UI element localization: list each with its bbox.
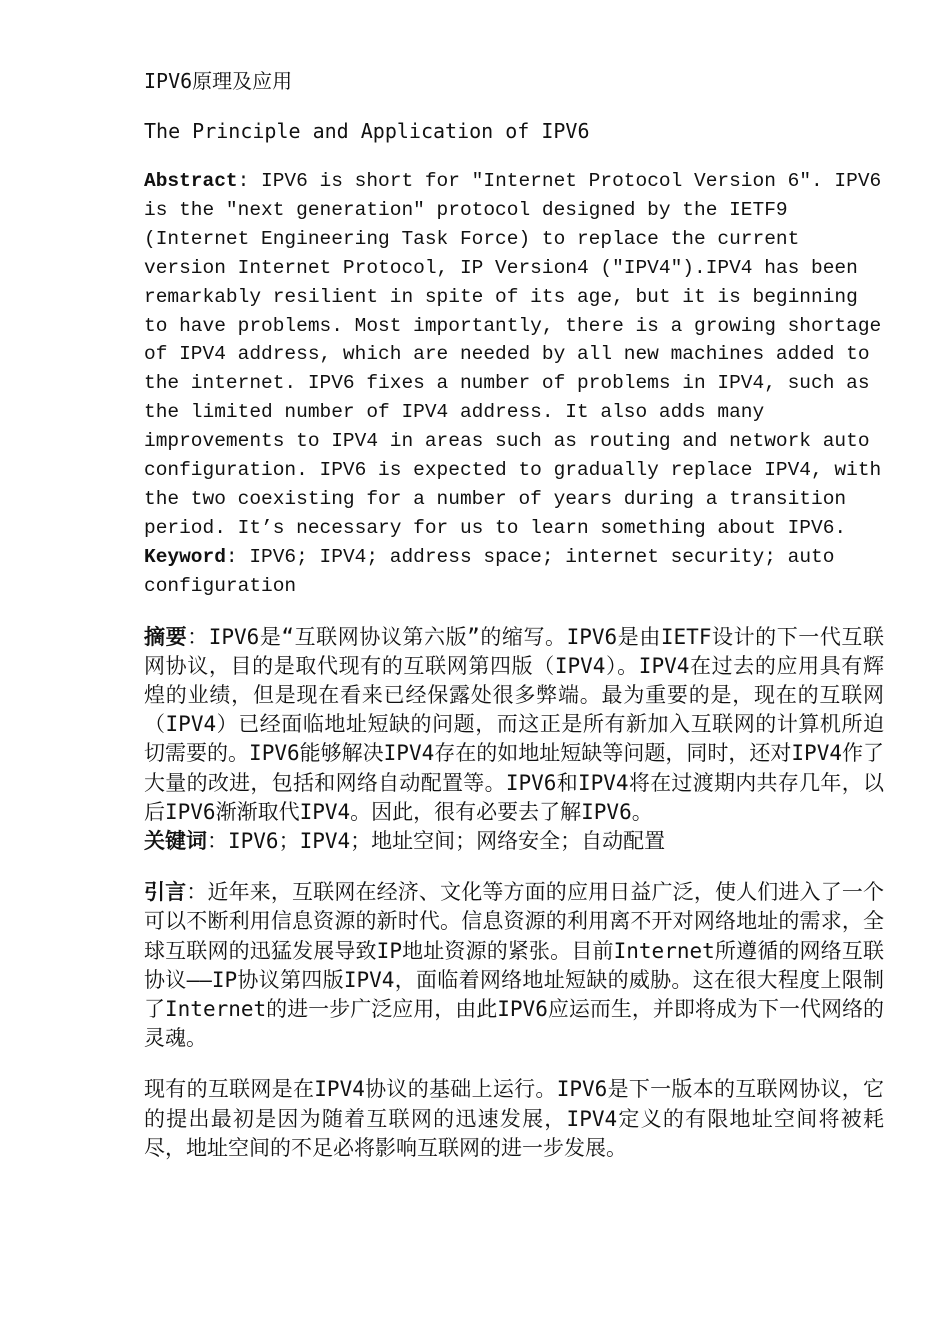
intro-cn-label: 引言 [144, 880, 187, 905]
keywords-english [144, 543, 884, 601]
keyword-cn-label: 关键词 [144, 829, 207, 854]
abstract-text: : IPV6 is short for "Internet Protocol Version 6". IPV6 is the "next generation" protocol designed by the IETF9 (Internet Engineering Task Force) to replace the current version Internet Protocol, IP Version4 ("IPV4").IPV4 has been remarkably resilient in spite of its age, but it is beginning to have problems. Most importantly, there is a growing shortage of IPV4 address, which are needed by all new machines added to the internet. IPV6 fixes a number of problems in IPV4, such as the limited number of IPV4 address. It also adds many improvements to IPV4 in areas such as routing and network auto configuration. IPV6 is expected to gradually replace IPV4, with the two coexisting for a number of years during a transition period. It’s necessary for us to learn something about IPV6. [144, 170, 882, 539]
introduction-chinese [144, 878, 884, 1053]
intro-cn-text: ：近年来，互联网在经济、文化等方面的应用日益广泛，使人们进入了一个可以不断利用信息资源的新时代。信息资源的利用离不开对网络地址的需求，全球互联网的迅猛发展导致IP地址资源的紧张。目前Internet所遵循的网络互联协议——IP协议第四版IPV4，面临着网络地址短缺的威胁。这在很大程度上限制了Internet的进一步广泛应用，由此IPV6应运而生，并即将成为下一代网络的灵魂。 [144, 880, 884, 1051]
keywords-chinese [144, 827, 884, 856]
keyword-text: : IPV6; IPV4; address space; internet security; auto configuration [144, 545, 835, 597]
title-chinese: IPV6原理及应用 [144, 69, 293, 93]
abstract-chinese [144, 623, 884, 827]
keyword-label: Keyword [144, 545, 226, 568]
body-paragraph-1: 现有的互联网是在IPV4协议的基础上运行。IPV6是下一版本的互联网协议，它的提出最初是因为随着互联网的迅速发展，IPV4定义的有限地址空间将被耗尽，地址空间的不足必将影响互联网的进一步发展。 [144, 1077, 884, 1160]
abstract-english [144, 167, 884, 543]
abstract-cn-text: ：IPV6是“互联网协议第六版”的缩写。IPV6是由IETF设计的下一代互联网协议，目的是取代现有的互联网第四版（IPV4）。IPV4在过去的应用具有辉煌的业绩，但是现在看来已经保露处很多弊端。最为重要的是，现在的互联网（IPV4）已经面临地址短缺的问题，而这正是所有新加入互联网的计算机所迫切需要的。IPV6能够解决IPV4存在的如地址短缺等问题，同时，还对IPV4作了大量的改进，包括和网络自动配置等。IPV6和IPV4将在过渡期内共存几年，以后IPV6渐渐取代IPV4。因此，很有必要去了解IPV6。 [144, 624, 884, 824]
abstract-label: Abstract [144, 170, 238, 192]
abstract-cn-label: 摘要 [144, 624, 188, 649]
keyword-cn-text: ：IPV6；IPV4；地址空间；网络安全；自动配置 [207, 829, 666, 854]
title-english: The Principle and Application of IPV6 [144, 119, 590, 143]
document-page [144, 66, 884, 1163]
